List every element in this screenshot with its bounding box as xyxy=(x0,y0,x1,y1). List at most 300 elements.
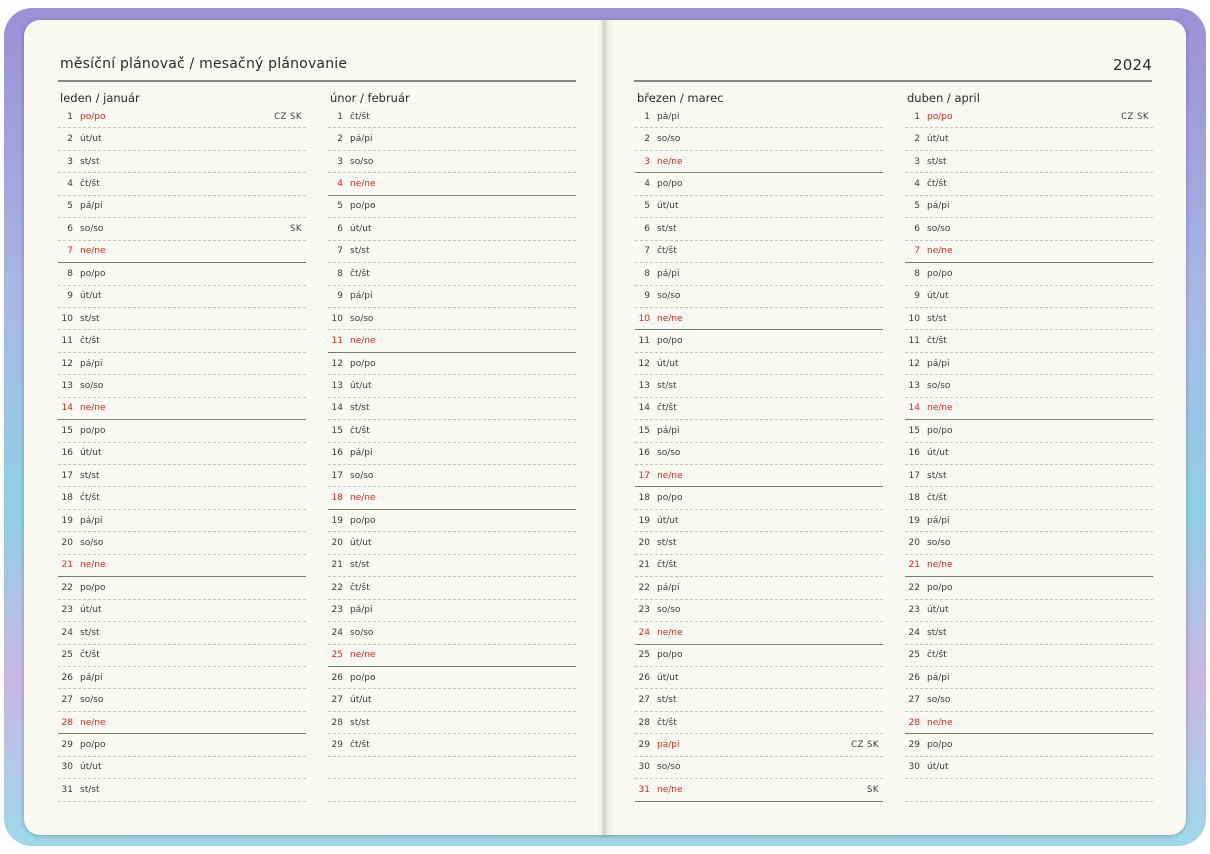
day-number: 17 xyxy=(61,470,73,481)
day-name: so/so xyxy=(657,291,681,302)
day-name: so/so xyxy=(350,627,374,638)
day-number: 25 xyxy=(331,650,343,661)
day-row[interactable] xyxy=(635,510,883,532)
day-number: 20 xyxy=(331,538,343,549)
day-number: 8 xyxy=(914,268,920,279)
day-number: 18 xyxy=(61,493,73,504)
day-name: po/po xyxy=(350,201,376,212)
day-row[interactable] xyxy=(58,173,306,195)
day-row[interactable] xyxy=(635,106,883,128)
day-number: 1 xyxy=(67,111,73,122)
day-number: 24 xyxy=(331,627,343,638)
day-name: po/po xyxy=(927,425,953,436)
day-number: 19 xyxy=(908,515,920,526)
day-row[interactable] xyxy=(905,263,1153,285)
day-row[interactable] xyxy=(635,218,883,240)
month-column-january xyxy=(58,90,306,802)
day-row[interactable] xyxy=(905,128,1153,150)
day-number: 7 xyxy=(644,246,650,257)
day-name: so/so xyxy=(657,762,681,773)
day-row[interactable] xyxy=(328,263,576,285)
day-name: st/st xyxy=(80,470,100,481)
day-row[interactable] xyxy=(635,286,883,308)
day-name: ne/ne xyxy=(657,470,683,481)
day-row[interactable] xyxy=(328,308,576,330)
day-row[interactable] xyxy=(635,779,883,801)
day-name: út/ut xyxy=(80,448,102,459)
day-name: pá/pi xyxy=(80,515,103,526)
day-number: 20 xyxy=(61,538,73,549)
day-name: út/ut xyxy=(80,134,102,145)
day-row[interactable] xyxy=(328,600,576,622)
day-name: út/ut xyxy=(657,201,679,212)
day-name: pá/pi xyxy=(80,672,103,683)
day-name: po/po xyxy=(350,515,376,526)
day-number: 1 xyxy=(644,111,650,122)
day-number: 27 xyxy=(908,695,920,706)
day-number: 3 xyxy=(644,156,650,167)
month-column-february xyxy=(328,90,576,802)
day-row[interactable] xyxy=(635,734,883,756)
month-name: únor / február xyxy=(330,91,410,105)
day-row[interactable] xyxy=(905,375,1153,397)
day-row[interactable] xyxy=(328,173,576,195)
day-name: st/st xyxy=(80,313,100,324)
day-name: so/so xyxy=(350,156,374,167)
day-name: st/st xyxy=(80,627,100,638)
day-name: st/st xyxy=(927,156,947,167)
day-name: st/st xyxy=(657,380,677,391)
day-row[interactable] xyxy=(58,398,306,420)
day-number: 8 xyxy=(337,268,343,279)
day-row[interactable] xyxy=(635,196,883,218)
day-number: 26 xyxy=(61,672,73,683)
day-row[interactable] xyxy=(905,353,1153,375)
day-row[interactable] xyxy=(905,532,1153,554)
day-row[interactable] xyxy=(635,375,883,397)
day-row[interactable] xyxy=(905,241,1153,263)
day-name: po/po xyxy=(927,111,953,122)
day-row[interactable] xyxy=(905,196,1153,218)
day-name: st/st xyxy=(657,223,677,234)
day-number: 30 xyxy=(61,762,73,773)
day-row[interactable] xyxy=(58,151,306,173)
day-name: pá/pi xyxy=(350,291,373,302)
month-name: duben / april xyxy=(907,91,980,105)
day-row[interactable] xyxy=(328,128,576,150)
day-number: 20 xyxy=(908,538,920,549)
day-name: so/so xyxy=(80,538,104,549)
day-number: 5 xyxy=(644,201,650,212)
day-name: út/ut xyxy=(657,672,679,683)
day-name: so/so xyxy=(657,448,681,459)
month-column-april xyxy=(905,90,1153,802)
day-name: út/ut xyxy=(927,291,949,302)
day-row[interactable] xyxy=(328,532,576,554)
day-row[interactable] xyxy=(905,420,1153,442)
day-number: 22 xyxy=(638,582,650,593)
day-row[interactable] xyxy=(905,286,1153,308)
day-name: po/po xyxy=(927,268,953,279)
day-name: čt/št xyxy=(350,582,370,593)
day-row[interactable] xyxy=(58,308,306,330)
day-number: 21 xyxy=(908,560,920,571)
day-number: 12 xyxy=(61,358,73,369)
day-row[interactable] xyxy=(328,353,576,375)
day-name: pá/pi xyxy=(657,111,680,122)
day-row[interactable] xyxy=(58,510,306,532)
day-row[interactable] xyxy=(328,555,576,577)
day-row[interactable] xyxy=(58,487,306,509)
day-row[interactable] xyxy=(58,106,306,128)
day-number: 11 xyxy=(331,336,343,347)
day-row[interactable] xyxy=(635,600,883,622)
day-row[interactable] xyxy=(905,465,1153,487)
day-row[interactable] xyxy=(328,241,576,263)
day-name: po/po xyxy=(80,582,106,593)
day-row[interactable] xyxy=(58,555,306,577)
day-name: pá/pi xyxy=(927,358,950,369)
day-row[interactable] xyxy=(58,241,306,263)
day-row[interactable] xyxy=(328,196,576,218)
day-name: so/so xyxy=(350,313,374,324)
day-name: so/so xyxy=(927,538,951,549)
day-row[interactable] xyxy=(58,375,306,397)
day-row[interactable] xyxy=(58,645,306,667)
day-row[interactable] xyxy=(635,263,883,285)
day-row[interactable] xyxy=(328,286,576,308)
day-row[interactable] xyxy=(635,398,883,420)
day-row[interactable] xyxy=(58,757,306,779)
day-number: 29 xyxy=(331,739,343,750)
day-row[interactable] xyxy=(905,218,1153,240)
day-name: čt/št xyxy=(657,560,677,571)
day-number: 26 xyxy=(331,672,343,683)
day-row[interactable] xyxy=(328,510,576,532)
day-number: 26 xyxy=(638,672,650,683)
day-number: 2 xyxy=(67,134,73,145)
day-row[interactable] xyxy=(328,734,576,756)
day-number: 6 xyxy=(337,223,343,234)
day-row[interactable] xyxy=(635,443,883,465)
day-name: po/po xyxy=(657,336,683,347)
day-row[interactable] xyxy=(635,487,883,509)
day-name: st/st xyxy=(657,695,677,706)
day-row[interactable] xyxy=(328,106,576,128)
day-row[interactable] xyxy=(58,622,306,644)
day-number: 30 xyxy=(638,762,650,773)
day-row[interactable] xyxy=(635,645,883,667)
day-row[interactable] xyxy=(328,465,576,487)
day-row[interactable] xyxy=(328,757,576,779)
day-number: 7 xyxy=(67,246,73,257)
day-number: 22 xyxy=(331,582,343,593)
month-column-march xyxy=(635,90,883,802)
day-row[interactable] xyxy=(58,353,306,375)
day-row[interactable] xyxy=(905,510,1153,532)
day-number: 27 xyxy=(638,695,650,706)
day-name: ne/ne xyxy=(350,336,376,347)
day-number: 18 xyxy=(908,493,920,504)
day-row[interactable] xyxy=(635,689,883,711)
day-name: út/ut xyxy=(927,448,949,459)
day-row[interactable] xyxy=(58,667,306,689)
day-number: 25 xyxy=(61,650,73,661)
day-number: 11 xyxy=(908,336,920,347)
day-number: 4 xyxy=(914,179,920,190)
day-name: pá/pi xyxy=(80,358,103,369)
day-row[interactable] xyxy=(328,577,576,599)
day-row[interactable] xyxy=(328,645,576,667)
day-number: 22 xyxy=(908,582,920,593)
day-number: 15 xyxy=(908,425,920,436)
day-row[interactable] xyxy=(905,151,1153,173)
day-row[interactable] xyxy=(905,757,1153,779)
day-name: ne/ne xyxy=(350,493,376,504)
day-number: 12 xyxy=(331,358,343,369)
day-number: 24 xyxy=(908,627,920,638)
day-name: pá/pi xyxy=(80,201,103,212)
header-rule-left xyxy=(58,80,576,82)
day-row[interactable] xyxy=(635,128,883,150)
day-number: 13 xyxy=(638,380,650,391)
holiday-flag: SK xyxy=(867,784,879,795)
day-number: 14 xyxy=(61,403,73,414)
day-number: 4 xyxy=(337,179,343,190)
day-row[interactable] xyxy=(58,420,306,442)
day-number: 28 xyxy=(61,717,73,728)
day-name: ne/ne xyxy=(80,246,106,257)
day-row[interactable] xyxy=(58,577,306,599)
day-number: 7 xyxy=(337,246,343,257)
day-row[interactable] xyxy=(635,555,883,577)
day-row[interactable] xyxy=(58,128,306,150)
day-row[interactable] xyxy=(58,532,306,554)
day-name: ne/ne xyxy=(657,156,683,167)
holiday-flag: CZ SK xyxy=(1121,111,1149,122)
day-row[interactable] xyxy=(905,308,1153,330)
day-number: 1 xyxy=(337,111,343,122)
day-row[interactable] xyxy=(58,779,306,801)
day-row[interactable] xyxy=(328,443,576,465)
day-row[interactable] xyxy=(58,465,306,487)
day-name: čt/št xyxy=(927,650,947,661)
day-row[interactable] xyxy=(905,106,1153,128)
holiday-flag: SK xyxy=(290,223,302,234)
day-number: 29 xyxy=(638,739,650,750)
day-number: 2 xyxy=(914,134,920,145)
day-name: ne/ne xyxy=(927,717,953,728)
day-name: ne/ne xyxy=(927,246,953,257)
day-name: so/so xyxy=(80,695,104,706)
day-name: po/po xyxy=(657,493,683,504)
day-number: 29 xyxy=(61,739,73,750)
day-row[interactable] xyxy=(328,622,576,644)
day-row[interactable] xyxy=(58,734,306,756)
day-row[interactable] xyxy=(905,443,1153,465)
day-row[interactable] xyxy=(905,734,1153,756)
day-number: 27 xyxy=(331,695,343,706)
day-row[interactable] xyxy=(635,308,883,330)
day-row[interactable] xyxy=(905,487,1153,509)
day-number: 27 xyxy=(61,695,73,706)
day-number: 30 xyxy=(908,762,920,773)
day-number: 14 xyxy=(908,403,920,414)
day-row[interactable] xyxy=(58,218,306,240)
day-number: 9 xyxy=(914,291,920,302)
day-row[interactable] xyxy=(635,420,883,442)
day-number: 13 xyxy=(61,380,73,391)
day-row[interactable] xyxy=(58,712,306,734)
day-name: út/ut xyxy=(350,695,372,706)
day-row[interactable] xyxy=(58,689,306,711)
day-number: 5 xyxy=(914,201,920,212)
day-name: ne/ne xyxy=(927,560,953,571)
day-row[interactable] xyxy=(58,443,306,465)
day-row[interactable] xyxy=(635,667,883,689)
day-name: út/ut xyxy=(80,291,102,302)
day-row[interactable] xyxy=(328,330,576,352)
day-number: 5 xyxy=(67,201,73,212)
day-name: pá/pi xyxy=(657,268,680,279)
day-number: 24 xyxy=(61,627,73,638)
day-row[interactable] xyxy=(905,330,1153,352)
day-name: čt/št xyxy=(80,179,100,190)
day-number: 9 xyxy=(644,291,650,302)
day-row[interactable] xyxy=(905,779,1153,801)
day-name: čt/št xyxy=(350,739,370,750)
day-row[interactable] xyxy=(328,151,576,173)
day-number: 5 xyxy=(337,201,343,212)
day-row[interactable] xyxy=(635,353,883,375)
day-number: 13 xyxy=(331,380,343,391)
day-number: 13 xyxy=(908,380,920,391)
day-row[interactable] xyxy=(58,330,306,352)
day-row[interactable] xyxy=(905,667,1153,689)
day-name: út/ut xyxy=(350,538,372,549)
day-list xyxy=(58,106,306,802)
day-number: 21 xyxy=(61,560,73,571)
day-row[interactable] xyxy=(328,779,576,801)
day-row[interactable] xyxy=(635,622,883,644)
day-number: 6 xyxy=(67,223,73,234)
day-number: 10 xyxy=(331,313,343,324)
day-name: út/ut xyxy=(657,515,679,526)
day-number: 8 xyxy=(644,268,650,279)
day-number: 28 xyxy=(908,717,920,728)
day-number: 2 xyxy=(337,134,343,145)
day-name: pá/pi xyxy=(657,739,680,750)
day-name: st/st xyxy=(350,246,370,257)
day-name: ne/ne xyxy=(657,627,683,638)
day-row[interactable] xyxy=(635,330,883,352)
day-row[interactable] xyxy=(58,196,306,218)
day-number: 23 xyxy=(908,605,920,616)
day-number: 9 xyxy=(337,291,343,302)
day-row[interactable] xyxy=(58,286,306,308)
day-number: 18 xyxy=(638,493,650,504)
day-row[interactable] xyxy=(328,667,576,689)
day-row[interactable] xyxy=(58,263,306,285)
day-name: po/po xyxy=(80,425,106,436)
day-name: čt/št xyxy=(80,493,100,504)
day-number: 3 xyxy=(67,156,73,167)
day-name: čt/št xyxy=(80,336,100,347)
day-name: čt/št xyxy=(657,246,677,257)
day-row[interactable] xyxy=(905,622,1153,644)
day-row[interactable] xyxy=(905,712,1153,734)
day-name: so/so xyxy=(657,134,681,145)
day-row[interactable] xyxy=(635,712,883,734)
day-name: st/st xyxy=(80,156,100,167)
day-name: čt/št xyxy=(927,493,947,504)
day-number: 12 xyxy=(908,358,920,369)
day-name: pá/pi xyxy=(657,582,680,593)
day-number: 20 xyxy=(638,538,650,549)
day-number: 10 xyxy=(908,313,920,324)
day-name: pá/pi xyxy=(657,425,680,436)
day-row[interactable] xyxy=(905,600,1153,622)
day-name: st/st xyxy=(350,403,370,414)
day-name: so/so xyxy=(927,380,951,391)
day-number: 16 xyxy=(61,448,73,459)
day-row[interactable] xyxy=(328,712,576,734)
day-name: ne/ne xyxy=(80,717,106,728)
day-name: ne/ne xyxy=(350,650,376,661)
day-row[interactable] xyxy=(635,757,883,779)
day-number: 7 xyxy=(914,246,920,257)
day-row[interactable] xyxy=(328,398,576,420)
day-name: ne/ne xyxy=(927,403,953,414)
header-rule-right xyxy=(634,80,1152,82)
day-number: 3 xyxy=(914,156,920,167)
day-row[interactable] xyxy=(635,151,883,173)
day-number: 21 xyxy=(331,560,343,571)
day-row[interactable] xyxy=(328,420,576,442)
day-name: út/ut xyxy=(350,380,372,391)
day-row[interactable] xyxy=(328,218,576,240)
day-name: so/so xyxy=(927,695,951,706)
day-row[interactable] xyxy=(635,532,883,554)
day-number: 23 xyxy=(61,605,73,616)
day-row[interactable] xyxy=(58,600,306,622)
day-row[interactable] xyxy=(635,173,883,195)
day-row[interactable] xyxy=(905,577,1153,599)
day-row[interactable] xyxy=(905,398,1153,420)
day-row[interactable] xyxy=(905,555,1153,577)
day-name: ne/ne xyxy=(350,179,376,190)
day-name: čt/št xyxy=(350,268,370,279)
day-number: 8 xyxy=(67,268,73,279)
day-number: 6 xyxy=(644,223,650,234)
day-row[interactable] xyxy=(635,577,883,599)
day-row[interactable] xyxy=(635,465,883,487)
day-row[interactable] xyxy=(328,375,576,397)
day-row[interactable] xyxy=(328,487,576,509)
day-name: út/ut xyxy=(657,358,679,369)
day-name: pá/pi xyxy=(350,134,373,145)
day-number: 26 xyxy=(908,672,920,683)
day-row[interactable] xyxy=(905,689,1153,711)
day-name: čt/št xyxy=(927,179,947,190)
day-name: po/po xyxy=(350,358,376,369)
day-name: po/po xyxy=(657,650,683,661)
day-row[interactable] xyxy=(905,645,1153,667)
day-row[interactable] xyxy=(905,173,1153,195)
day-name: čt/št xyxy=(657,717,677,728)
day-row[interactable] xyxy=(328,689,576,711)
day-row[interactable] xyxy=(635,241,883,263)
